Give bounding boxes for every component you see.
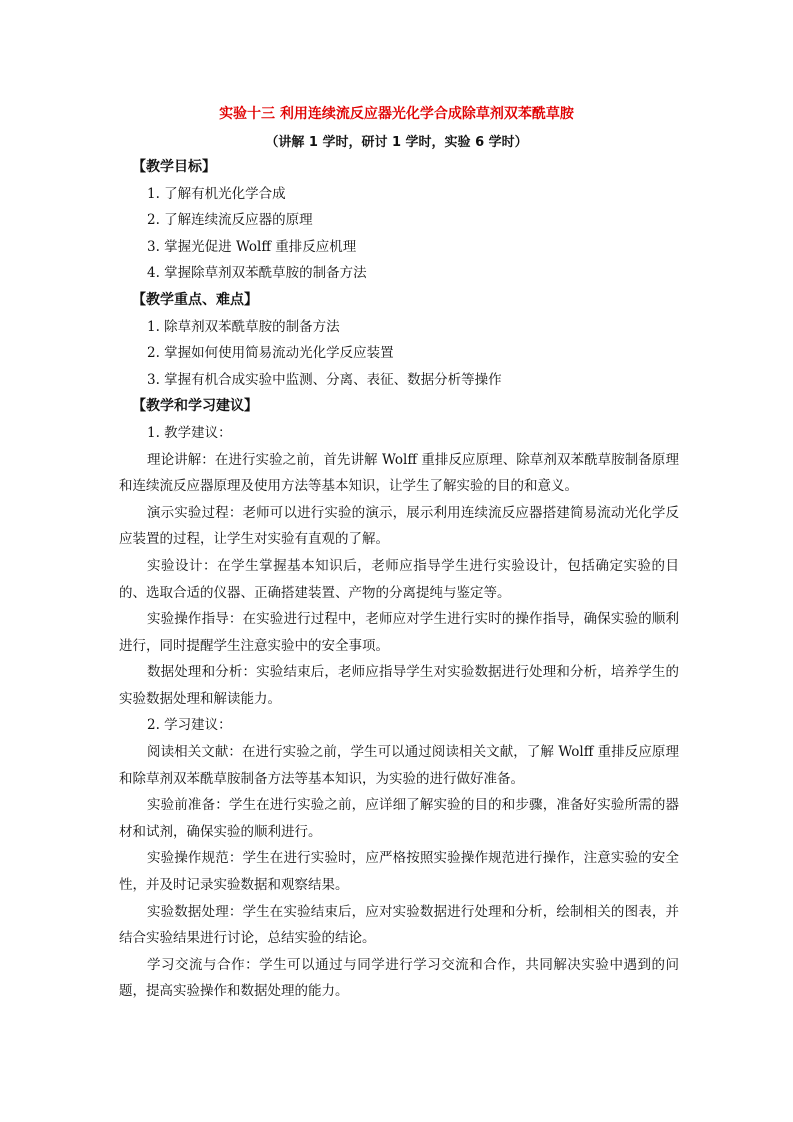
goal-item: 1. 了解有机光化学合成 [147,185,286,202]
teaching-paragraph: 实验设计：在学生掌握基本知识后，老师应指导学生进行实验设计，包括确定实验的目的、选取合适的仪器、正确搭建装置、产物的分离提纯与鉴定等。 [119,557,679,601]
page-title: 实验十三 利用连续流反应器光化学合成除草剂双苯酰草胺 [219,106,574,122]
teaching-paragraph: 理论讲解：在进行实验之前，首先讲解 Wolff 重排反应原理、除草剂双苯酰草胺制备原理和连续流反应器原理及使用方法等基本知识，让学生了解实验的目的和意义。 [119,451,679,495]
key-point-item: 2. 掌握如何使用简易流动光化学反应装置 [147,345,394,362]
learning-paragraph: 实验操作规范：学生在进行实验时，应严格按照实验操作规范进行操作，注意实验的安全性，并及时记录实验数据和观察结果。 [119,850,679,894]
goal-item: 4. 掌握除草剂双苯酰草胺的制备方法 [147,265,367,282]
learning-paragraph: 学习交流与合作：学生可以通过与同学进行学习交流和合作，共同解决实验中遇到的问题，提高实验操作和数据处理的能力。 [119,956,679,1000]
page-subtitle: （讲解 1 学时，研讨 1 学时，实验 6 学时） [265,135,528,150]
goal-item: 2. 了解连续流反应器的原理 [147,212,313,229]
teaching-advice-label: 1. 教学建议： [147,424,232,441]
learning-paragraph: 实验数据处理：学生在实验结束后，应对实验数据进行处理和分析，绘制相关的图表，并结合实验结果进行讨论，总结实验的结论。 [119,903,679,947]
section-heading-advice: 【教学和学习建议】 [132,398,258,415]
learning-paragraph: 阅读相关文献：在进行实验之前，学生可以通过阅读相关文献，了解 Wolff 重排反应原理和除草剂双苯酰草胺制备方法等基本知识，为实验的进行做好准备。 [119,744,679,787]
learning-advice-label: 2. 学习建议： [147,717,232,734]
teaching-paragraph: 演示实验过程：老师可以进行实验的演示，展示利用连续流反应器搭建简易流动光化学反应装置的过程，让学生对实验有直观的了解。 [119,504,679,548]
key-point-item: 1. 除草剂双苯酰草胺的制备方法 [147,318,340,335]
goal-item: 3. 掌握光促进 Wolff 重排反应机理 [147,238,357,255]
section-heading-goals: 【教学目标】 [132,159,216,175]
teaching-paragraph: 实验操作指导：在实验进行过程中，老师应对学生进行实时的操作指导，确保实验的顺利进行，同时提醒学生注意实验中的安全事项。 [119,611,679,654]
section-heading-key-points: 【教学重点、难点】 [132,291,258,308]
teaching-paragraph: 数据处理和分析：实验结束后，老师应指导学生对实验数据进行处理和分析，培养学生的实验数据处理和解读能力。 [119,664,679,707]
key-point-item: 3. 掌握有机合成实验中监测、分离、表征、数据分析等操作 [147,371,502,388]
document-body [119,154,679,1005]
learning-paragraph: 实验前准备：学生在进行实验之前，应详细了解实验的目的和步骤，准备好实验所需的器材和试剂，确保实验的顺利进行。 [119,797,679,840]
